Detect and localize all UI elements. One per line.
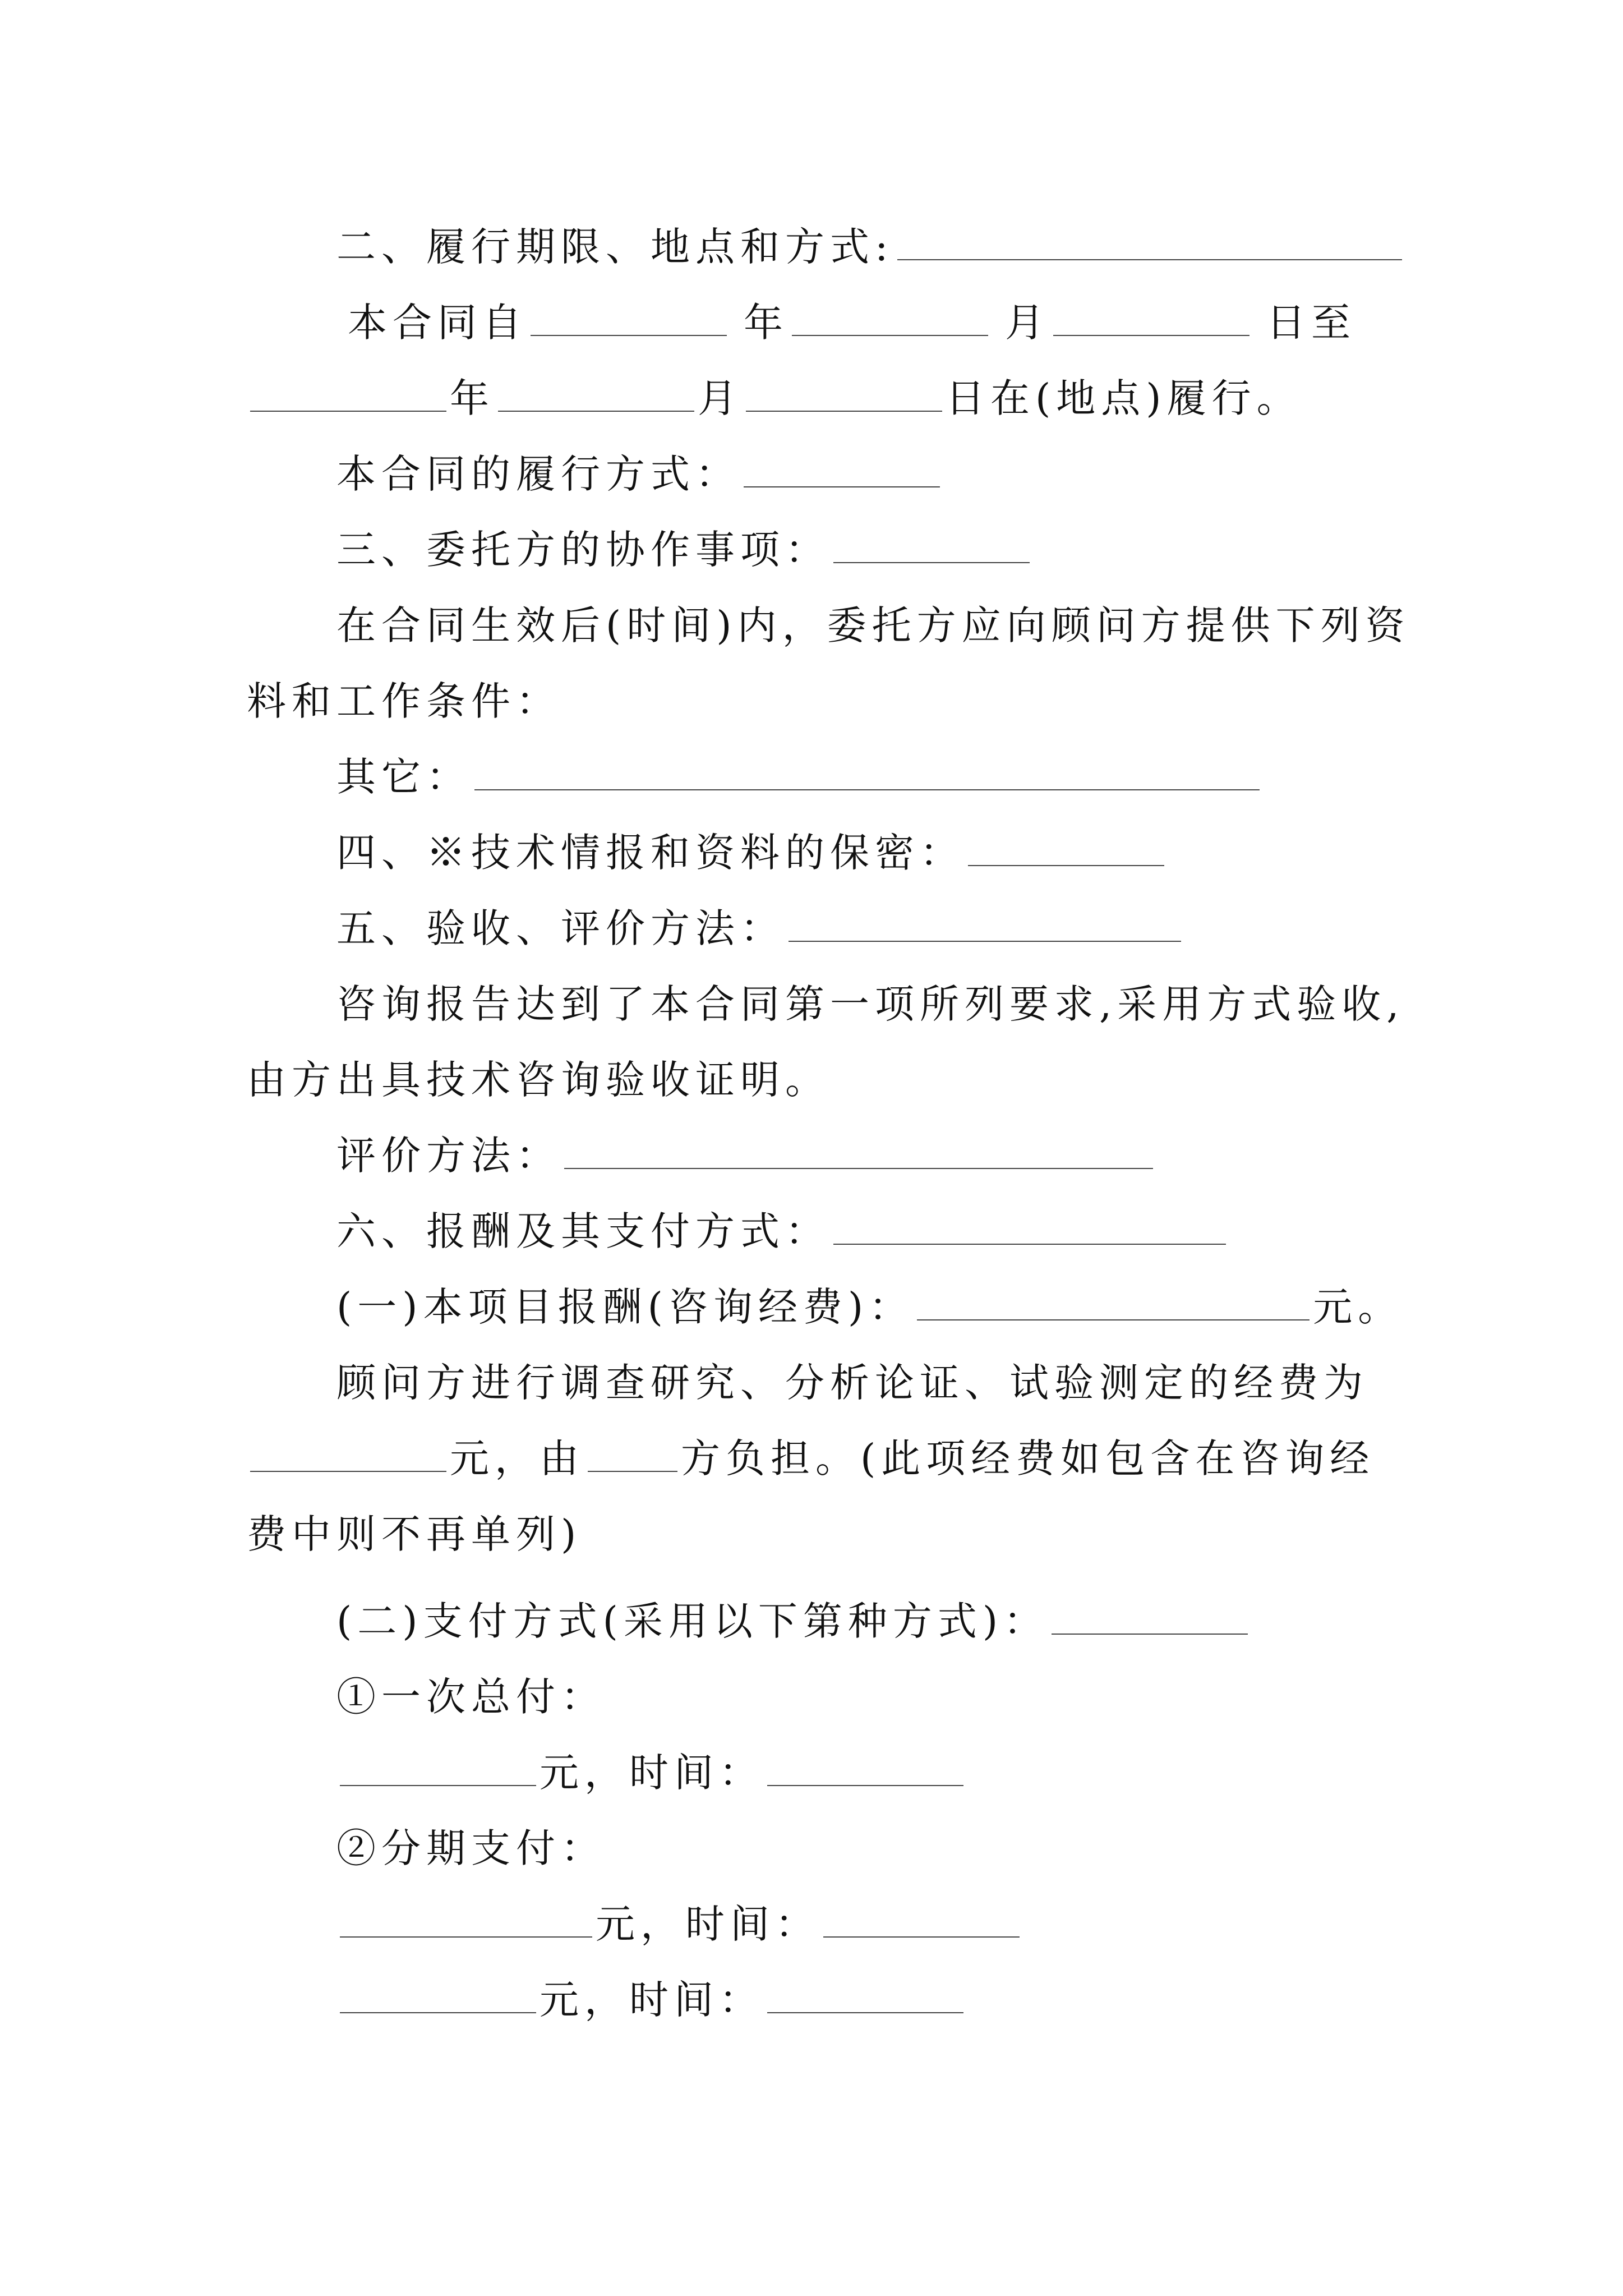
blank-research-fee[interactable] (250, 1432, 446, 1472)
section-5-text-1: 咨询报告达到了本合同第一项所列要求,采用方式验收, (336, 981, 1405, 1027)
blank-fee[interactable] (917, 1280, 1310, 1320)
blank-installment-2-amount[interactable] (340, 1973, 536, 2013)
blank-installment-1-amount[interactable] (340, 1897, 592, 1938)
blank-other[interactable] (474, 750, 1260, 790)
yuan-label: 元。 (1313, 1284, 1403, 1330)
performance-method-line (336, 446, 943, 502)
period-start-text: 本合同自 (348, 300, 527, 346)
contract-period-line-1 (348, 295, 1356, 351)
section-3-text-1: 在合同生效后(时间)内，委托方应向顾问方提供下列资 (336, 602, 1410, 648)
blank-year[interactable] (531, 296, 727, 336)
day-to-label: 日至 (1266, 300, 1356, 346)
blank-day-2[interactable] (746, 371, 942, 412)
performance-method-label: 本合同的履行方式： (336, 451, 740, 497)
bearer-label: 方负担。(此项经费如包含在咨询经 (681, 1435, 1375, 1481)
other-label: 其它： (336, 754, 471, 800)
day-place-label: 日在(地点)履行。 (946, 375, 1302, 421)
installment-2-line (336, 1972, 967, 2028)
fee-line (336, 1279, 1403, 1335)
lump-sum-line: ①一次总付： (336, 1674, 606, 1720)
blank-acceptance[interactable] (789, 901, 1181, 942)
section-4-title: 四、※技术情报和资料的保密： (336, 830, 965, 876)
section-2-title: 二、履行期限、地点和方式: (336, 224, 894, 270)
lump-sum-amount-line (336, 1745, 967, 1801)
blank-lump-time[interactable] (767, 1746, 963, 1786)
fee-label: (一)本项目报酬(咨询经费)： (336, 1284, 914, 1330)
yuan-time-label-3: 元，时间： (540, 1977, 764, 2023)
blank-confidentiality[interactable] (968, 826, 1164, 866)
section-5-text-2: 由方出具技术咨询验收证明。 (247, 1057, 830, 1103)
blank-installment-2-time[interactable] (767, 1973, 963, 2013)
research-yuan-label: 元，由 (450, 1435, 584, 1481)
month-label-2: 月 (698, 375, 743, 421)
blank-bearer[interactable] (588, 1432, 677, 1472)
section-4-heading (336, 825, 1168, 881)
blank-cooperation[interactable] (833, 523, 1030, 563)
payment-method-label: (二)支付方式(采用以下第种方式)： (336, 1598, 1049, 1644)
blank-method[interactable] (744, 447, 940, 487)
section-3-title: 三、委托方的协作事项： (336, 527, 830, 573)
research-fee-line-3: 费中则不再单列) (247, 1511, 582, 1557)
payment-method-line (336, 1593, 1251, 1649)
yuan-time-label-2: 元，时间： (596, 1901, 820, 1947)
section-5-title: 五、验收、评价方法： (336, 905, 785, 951)
section-3-text-2: 料和工作条件： (247, 678, 561, 724)
blank-lump-amount[interactable] (340, 1746, 536, 1786)
blank-installment-1-time[interactable] (823, 1897, 1020, 1938)
research-fee-line-2 (247, 1430, 1375, 1487)
evaluation-label: 评价方法： (336, 1133, 561, 1179)
blank-year-2[interactable] (250, 371, 446, 412)
blank-payment[interactable] (833, 1204, 1226, 1245)
month-label: 月 (1005, 300, 1050, 346)
blank-payment-method[interactable] (1052, 1594, 1248, 1635)
installment-1-line (336, 1896, 1023, 1952)
section-3-heading (336, 522, 1033, 578)
contract-period-line-2 (247, 370, 1302, 426)
installment-line: ②分期支付： (336, 1825, 606, 1871)
blank-day[interactable] (1053, 296, 1249, 336)
other-line (336, 749, 1263, 805)
research-fee-line-1: 顾问方进行调查研究、分析论证、试验测定的经费为 (336, 1360, 1368, 1406)
yuan-time-label: 元，时间： (540, 1750, 764, 1796)
section-6-heading (336, 1203, 1229, 1259)
section-2-heading (336, 219, 1405, 275)
section-6-title: 六、报酬及其支付方式： (336, 1208, 830, 1254)
evaluation-line (336, 1128, 1156, 1184)
blank-month[interactable] (792, 296, 988, 336)
year-label-2: 年 (450, 375, 495, 421)
blank-evaluation[interactable] (564, 1129, 1153, 1169)
year-label: 年 (744, 300, 789, 346)
blank-month-2[interactable] (498, 371, 694, 412)
section-5-heading (336, 900, 1184, 956)
blank-field[interactable] (897, 220, 1402, 260)
